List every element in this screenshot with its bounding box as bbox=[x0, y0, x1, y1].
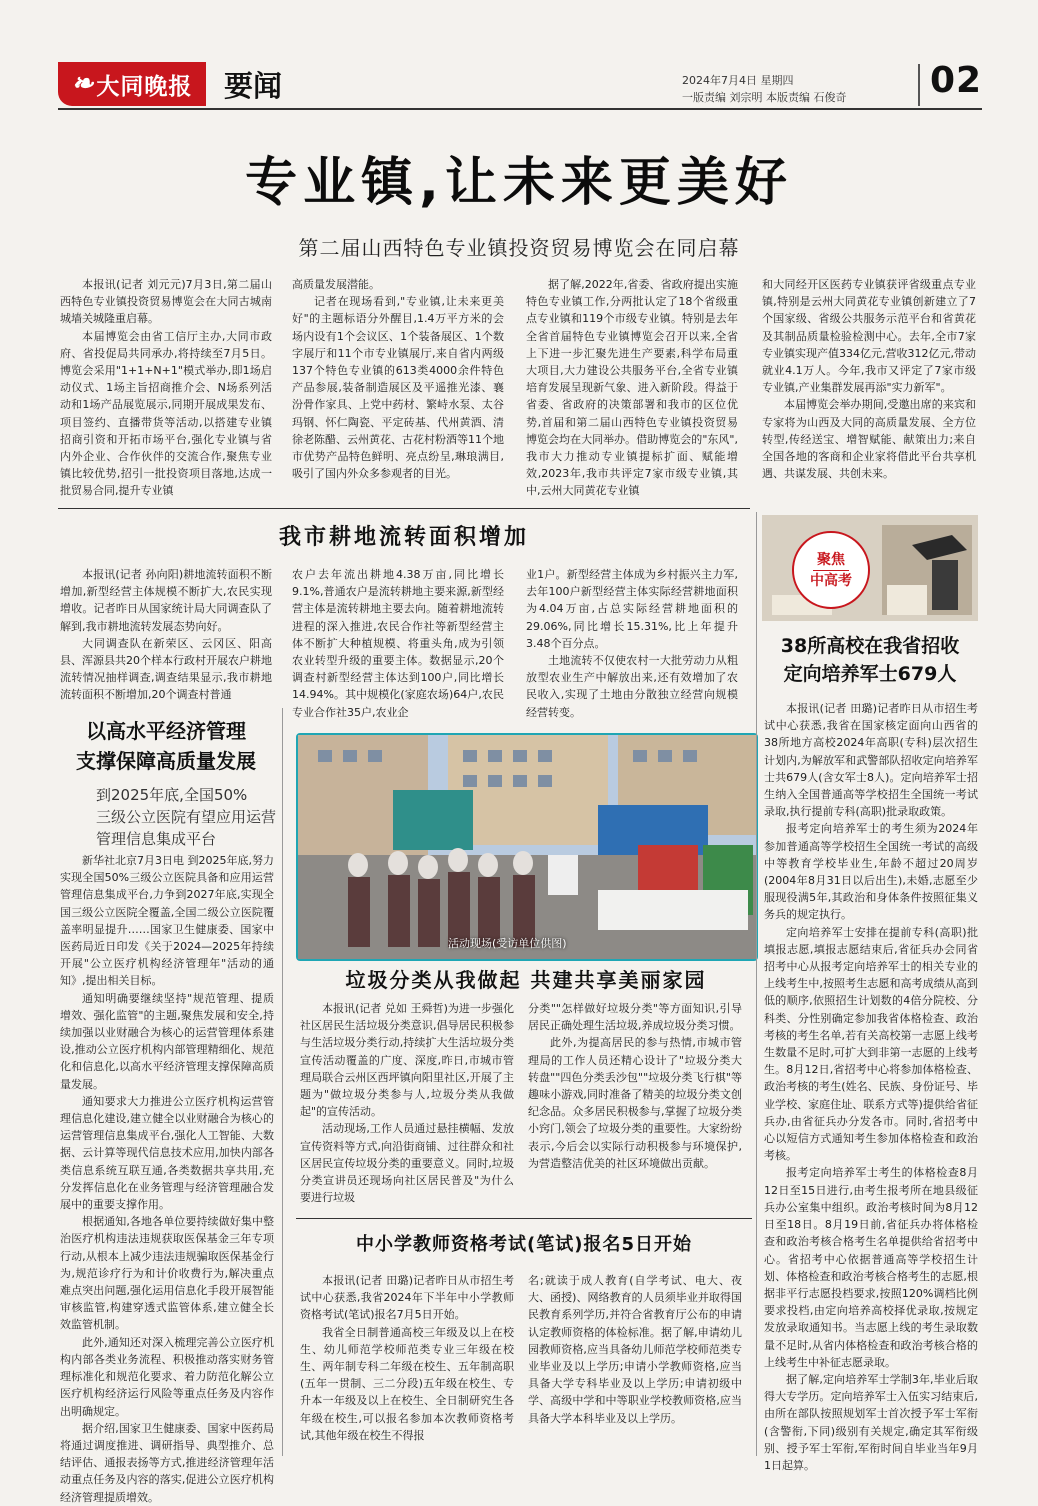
paragraph: 本报讯(记者 刘元元)7月3日,第二届山西特色专业镇投资贸易博览会在大同古城南城墙关城隆重启幕。 bbox=[60, 278, 272, 326]
masthead-info bbox=[682, 72, 847, 106]
paragraph: 土地流转不仅使农村一大批劳动力从粗放型农业生产中解放出来,还有效增加了农民收入,实现了土地由分散独立经营向规模经营转变。 bbox=[526, 654, 738, 719]
medical-headline-line-1: 以高水平经济管理 bbox=[86, 719, 246, 743]
paragraph: 根据通知,各地各单位要持续做好集中整治医疗机构违法违规获取医保基金三年专项行动,从根本上减少违法违规骗取医保基金行为,规范诊疗行为和计价收费行为,解决重点难点突出问题,强化运用信息化手段开展智能审核监管,构建穿透式监管体系,建立健全长效监管机制。 bbox=[60, 1215, 274, 1332]
section-divider bbox=[296, 1218, 752, 1219]
paragraph: 本届博览会由省工信厅主办,大同市政府、省投促局共同承办,将持续至7月5日。博览会采用"1+1+N+1"模式举办,即1场启动仪式、1场主旨招商推介会、N场系列活动和1场产品展览展示,同期开展成果发布、项目签约、直播带货等活动,以搭建专业镇招商引资和开拓市场平台,强化专业镇与省内外企业、合作伙伴的交流合作,聚焦专业镇比较优势,招引一批投资项目落地,达成一批贸易合同,提升专业镇 bbox=[60, 329, 272, 498]
masthead-rule bbox=[58, 108, 982, 110]
military-headline-line-2: 定向培养军士679人 bbox=[783, 663, 957, 685]
paragraph: 通知明确要继续坚持"规范管理、提质增效、强化监管"的主题,聚焦发展和安全,持续加强以业财融合为核心的运营管理体系建设,推动公立医疗机构内部管理精细化、规范化和信息化,以高水平经济管理支撑保障高质量发展。 bbox=[60, 991, 274, 1091]
paragraph: 据了解,定向培养军士学制3年,毕业后取得大专学历。定向培养军士入伍实习结束后,由所在部队按照规划军士首次授予军士军衔(含警衔,下同)级别有关规定,确定其军衔级别、授予军士军衔,军衔时间自毕业当年9月1日起算。 bbox=[764, 1372, 978, 1472]
paragraph: 分类""怎样做好垃圾分类"等方面知识,引导居民正确处理生活垃圾,养成垃圾分类习惯。 bbox=[528, 1002, 742, 1033]
deck-line: 管理信息集成平台 bbox=[96, 830, 217, 848]
farmland-column-3 bbox=[526, 566, 738, 719]
lead-column-2 bbox=[292, 276, 504, 502]
section-divider bbox=[58, 508, 750, 509]
paragraph: 农户去年流出耕地4.38万亩,同比增长9.1%,普通农户是流转耕地主要来源,新型经营主体是流转耕地主要去向。随着耕地流转进程的深入推进,农民合作社等新型经营主体不断扩大种植规模、将重头角,成为引领农业转型升级的重要主体。数据显示,20个调查村新型经营主体达到100户,同比增长14.94%。其中规模化(家庭农场)64户,农民专业合作社35户,农业企 bbox=[292, 568, 504, 719]
military-headline-line-1: 38所高校在我省招收 bbox=[780, 635, 960, 657]
paragraph: 名;就读于成人教育(自学考试、电大、夜大、函授)、网络教育的人员须毕业并取得国民教育系列学历,并符合省教育厅公布的申请认定教师资格的体检标准。据了解,申请幼儿园教师资格,应当具备幼儿师范学校师范类专业毕业及以上学历;申请小学教师资格,应当具备大学专科毕业及以上学历;申请初级中学、高级中学和中等职业学校教师资格,应当具备大学本科毕业及以上学历。 bbox=[528, 1274, 742, 1425]
column-rule bbox=[756, 512, 757, 1456]
lead-column-1 bbox=[60, 276, 272, 502]
paragraph: 新华社北京7月3日电 到2025年底,努力实现全国50%三级公立医院具备和应用运营管理信息集成平台,力争到2027年底,实现全国三级公立医院全覆盖,全国二级公立医院覆盖率明显提升……国家卫生健康委、国家中医药局近日印发《关于2024—2025年持续开展"公立医疗机构经济管理年"活动的通知》,提出相关目标。 bbox=[60, 854, 274, 988]
deck-line: 到2025年底,全国50% bbox=[96, 786, 248, 804]
page-number: 02 bbox=[930, 60, 983, 101]
military-headline bbox=[760, 632, 980, 688]
event-photo bbox=[296, 733, 758, 961]
lead-headline: 专业镇,让未来更美好 bbox=[245, 153, 793, 213]
column-rule bbox=[282, 708, 283, 1456]
lead-column-4 bbox=[762, 276, 976, 502]
medical-headline-line-2: 支撑保障高质量发展 bbox=[76, 749, 256, 773]
farmland-column-1 bbox=[60, 566, 272, 702]
focus-badge bbox=[792, 531, 870, 609]
badge-bottom-text: 中高考 bbox=[810, 572, 852, 589]
editors-line: 一版责编 刘宗明 本版责编 石俊奇 bbox=[682, 91, 847, 104]
focus-badge-image bbox=[762, 515, 978, 621]
paragraph: 本报讯(记者 孙向阳)耕地流转面积不断增加,新型经营主体规模不断扩大,农民实现增收。记者昨日从国家统计局大同调查队了解到,我市耕地流转发展态势向好。 bbox=[60, 568, 272, 633]
deck-line: 三级公立医院有望应用运营 bbox=[96, 808, 277, 826]
garbage-column-1 bbox=[300, 1000, 514, 1210]
paragraph: 此外,通知还对深入梳理完善公立医疗机构内部各类业务流程、积极推动落实财务管理标准化和规范化要求、着力防范化解公立医疗机构经济运行风险等重点任务及内容作出明确规定。 bbox=[60, 1335, 274, 1418]
paragraph: 报考定向培养军士的考生须为2024年参加普通高等学校招生全国统一考试的高级中等教育学校毕业生,年龄不超过20周岁(2004年8月31日以后出生),未婚,志愿至少服现役满5年,其政治和身体条件按照征集义务兵的规定执行。 bbox=[764, 822, 978, 922]
medical-deck bbox=[96, 784, 276, 850]
paragraph: 本报讯(记者 田璐)记者昨日从市招生考试中心获悉,我省在国家核定面向山西省的38所地方高校2024年高职(专科)层次招生计划内,为解放军和武警部队招收定向培养军士共679人(含女军士8人)。定向培养军士招生纳入全国普通高等学校招生全国统一考试录取,执行提前专科(高职)批录取政策。 bbox=[764, 702, 978, 819]
paragraph: 大同调查队在新荣区、云冈区、阳高县、浑源县共20个样本行政村开展农户耕地流转情况抽样调查,调查结果显示,我市耕地流转面积不断增加,20个调查村普通 bbox=[60, 636, 272, 702]
teacher-column-2 bbox=[528, 1272, 742, 1456]
military-body bbox=[764, 700, 978, 1472]
paragraph: 我省全日制普通高校三年级及以上在校生、幼儿师范学校师范类专业三年级在校生、两年制专科二年级在校生、五年制高职(五年一贯制、三二分段)五年级在校生、专升本一年级及以上在校生、全日制研究生各年级在校生,可以报名参加本次教师资格考试,其他年级在校生不得报 bbox=[300, 1325, 514, 1442]
newspaper-logo bbox=[58, 62, 206, 106]
teacher-headline: 中小学教师资格考试(笔试)报名5日开始 bbox=[356, 1234, 692, 1255]
section-title: 要闻 bbox=[224, 69, 283, 103]
paragraph: 本报讯(记者 兑如 王舜哲)为进一步强化社区居民生活垃圾分类意识,倡导居民积极参与生活垃圾分类行动,持续扩大生活垃圾分类宣传活动覆盖的广度、深度,昨日,市城市管理局联合云州区西坪镇向阳里社区,开展了主题为"做垃圾分类参与人,垃圾分类从我做起"的宣传活动。 bbox=[300, 1002, 514, 1119]
badge-top-text: 聚焦 bbox=[813, 550, 849, 571]
paragraph: 定向培养军士安排在提前专科(高职)批填报志愿,填报志愿结束后,省征兵办会同省招考中心从报考定向培养军士的相关专业的上线考生中,按照考生志愿和高考成绩从高到低的顺序,依照招生计划数的4倍分院校、分科类、分性别确定参加我省体格检查、政治考核的考生名单,若有关高校第一志愿上线考生数量不足时,可扩大到非第一志愿的上线考生。8月12日,省招考中心将参加体格检查、政治考核的考生(姓名、民族、身份证号、毕业学校、家庭住址、联系方式等)提供给省征兵办,由省征兵办分发各市。同时,省招考中心以短信方式通知考生参加体格检查和政治考核。 bbox=[764, 925, 978, 1163]
date-line: 2024年7月4日 星期四 bbox=[682, 74, 794, 87]
paragraph: 据了解,2022年,省委、省政府提出实施特色专业镇工作,分两批认定了18个省级重点专业镇和119个市级专业镇。特别是去年全省首届特色专业镇博览会召开以来,全省上下进一步汇聚先进生产要素,科学布局重大项目,大力建设公共服务平台,全省专业镇培育发展呈现新气象、进入新阶段。得益于省委、省政府的决策部署和我市的区位优势,首届和第二届山西特色专业镇投资贸易博览会均在大同举办。借助博览会的"东风",我市大力推动专业镇提标扩面、赋能增效,2023年,我市共评定7家市级专业镇,其中,云州大同黄花专业镇 bbox=[526, 278, 738, 498]
paragraph: 此外,为提高居民的参与热情,市城市管理局的工作人员还精心设计了"垃圾分类大转盘""四色分类丢沙包""垃圾分类飞行棋"等趣味小游戏,同时准备了精美的垃圾分类文创纪念品。众多居民积极参与,掌握了垃圾分类小窍门,领会了垃圾分类的重要性。大家纷纷表示,今后会以实际行动积极参与环境保护,为营造整洁优美的社区环境做出贡献。 bbox=[528, 1036, 742, 1170]
medical-body bbox=[60, 852, 274, 1504]
farmland-column-2 bbox=[292, 566, 504, 719]
teacher-column-1 bbox=[300, 1272, 514, 1456]
paragraph: 本届博览会举办期间,受邀出席的来宾和专家将为山西及大同的高质量发展、全方位转型,传经送宝、增智赋能、献策出力;来自全国各地的客商和企业家将借此平台共享机遇、共谋发展、共创未来。 bbox=[762, 398, 976, 481]
paragraph: 高质量发展潜能。 bbox=[292, 278, 380, 291]
paragraph: 记者在现场看到,"专业镇,让未来更美好"的主题标语分外醒目,1.4万平方米的会场内设有1个会议区、1个装备展区、1个数字展厅和11个市专业镇展厅,来自省内两级137个特色专业镇的613类4000余件特色产品参展,装备制造展区及平遥推光漆、襄汾骨作家具、上党中药材、繁峙水泵、太谷玛钢、怀仁陶瓷、平定砖基、代州黄酒、清徐老陈醋、云州黄花、古花村粉酒等11个地市优势产品特色鲜明、亮点纷呈,琳琅满目,吸引了国内外众多参观者的目光。 bbox=[292, 295, 504, 481]
lead-subheadline: 第二届山西特色专业镇投资贸易博览会在同启幕 bbox=[298, 236, 740, 260]
farmland-headline: 我市耕地流转面积增加 bbox=[278, 525, 529, 550]
paragraph: 通知要求大力推进公立医疗机构运营管理信息化建设,建立健全以业财融合为核心的运营管理信息集成平台,强化人工智能、大数据、云计算等现代信息技术应用,加快内部各类信息系统互联互通,各类数据共享共用,充分发挥信息化在业务管理与经济管理融合发展中的重要支撑作用。 bbox=[60, 1094, 274, 1212]
paragraph: 本报讯(记者 田璐)记者昨日从市招生考试中心获悉,我省2024年下半年中小学教师资格考试(笔试)报名7月5日开始。 bbox=[300, 1274, 514, 1322]
event-photo-illustration bbox=[298, 735, 756, 959]
garbage-column-2 bbox=[528, 1000, 742, 1210]
paragraph: 报考定向培养军士考生的体格检查8月12日至15日进行,由考生报考所在地县级征兵办公室集中组织。政治考核时间为8月12日至18日。8月19日前,省征兵办将体格检查和政治考核合格考生名单提供给省招考中心。省招考中心依据普通高等学校招生计划、体格检查和政治考核合格考生的志愿,根据非平行志愿投档要求,按照120%调档比例要求投档,由定向培养高校择优录取,按规定发放录取通知书。当志愿上线的考生录取数量不足时,从省内体格检查和政治考核合格的上线考生中补征志愿录取。 bbox=[764, 1166, 978, 1369]
paragraph: 活动现场,工作人员通过悬挂横幅、发放宣传资料等方式,向沿街商铺、过往群众和社区居民宣传垃圾分类的重要意义。同时,垃圾分类宣讲员还现场向社区居民普及"为什么要进行垃圾 bbox=[300, 1122, 514, 1205]
photo-caption: 活动现场(受访单位供图) bbox=[448, 937, 567, 950]
logo-text: 大同晚报 bbox=[96, 72, 193, 100]
paragraph: 和大同经开区医药专业镇获评省级重点专业镇,特别是云州大同黄花专业镇创新建立了7个国家级、省级公共服务示范平台和省黄花及其制品质量检验检测中心。去年,全市7家专业镇实现产值334亿元,营收312亿元,带动就业4.1万人。今年,我市又评定了7家市级专业镇,产业集群发展再添"实力新军"。 bbox=[762, 278, 976, 395]
masthead-divider bbox=[918, 64, 920, 106]
garbage-headline: 垃圾分类从我做起 共建共享美丽家园 bbox=[345, 968, 707, 992]
logo-flame-icon: ❧ bbox=[71, 69, 95, 99]
paragraph: 据介绍,国家卫生健康委、国家中医药局将通过调度推进、调研指导、典型推介、总结评估、通报表扬等方式,推进经济管理年活动重点任务及内容的落实,促进公立医疗机构经济管理提质增效。 bbox=[60, 1421, 274, 1504]
lead-column-3 bbox=[526, 276, 738, 502]
medical-headline bbox=[58, 716, 274, 776]
paragraph: 业1户。新型经营主体成为乡村振兴主力军,去年100户新型经营主体实际经营耕地面积为4.04万亩,占总实际经营耕地面积的29.06%,同比增长15.31%,比上年提升3.48个百分点。 bbox=[526, 568, 738, 650]
